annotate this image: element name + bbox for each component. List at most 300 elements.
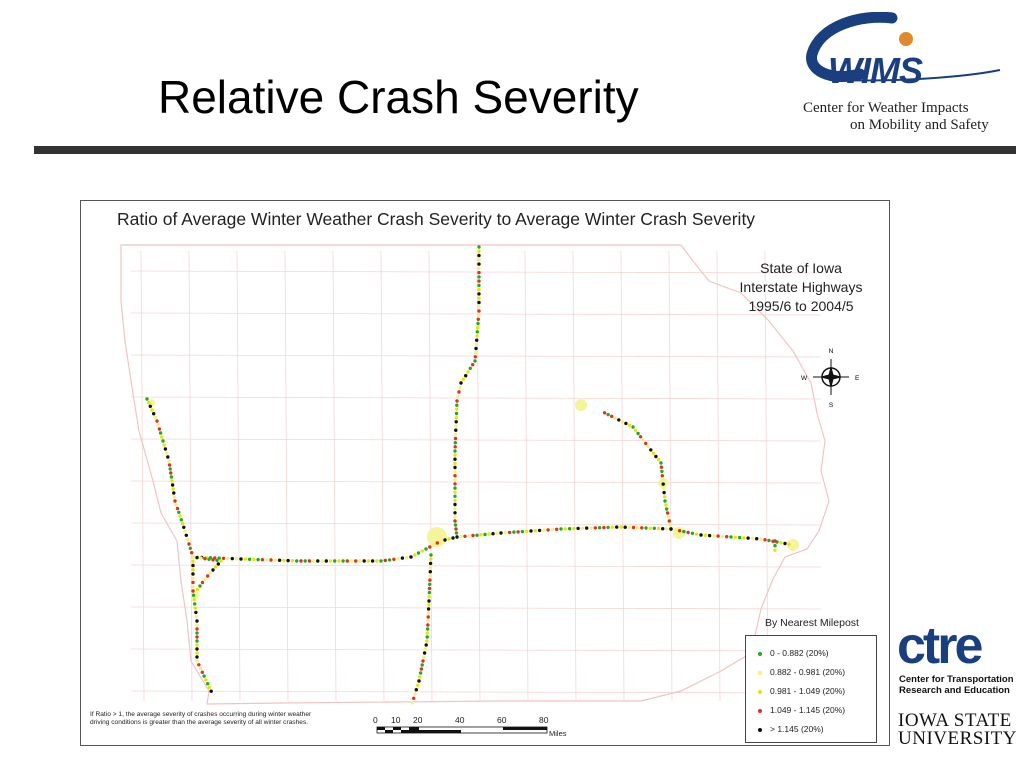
- milepost-dot: [466, 370, 469, 373]
- milepost-dot: [180, 518, 183, 521]
- milepost-dot: [555, 528, 558, 531]
- milepost-dot: [454, 429, 457, 432]
- milepost-dot: [172, 487, 175, 490]
- milepost-dot: [471, 363, 474, 366]
- milepost-dot: [447, 537, 450, 540]
- milepost-dot: [175, 503, 178, 506]
- milepost-dot: [426, 619, 429, 622]
- milepost-dot: [632, 526, 635, 529]
- milepost-dot: [471, 534, 474, 537]
- scale-bar: [377, 727, 547, 733]
- milepost-dot: [652, 452, 655, 455]
- county-boundary: [237, 251, 240, 701]
- milepost-dot: [248, 558, 251, 561]
- milepost-dot: [787, 543, 790, 546]
- milepost-dot: [195, 639, 198, 642]
- milepost-dot: [516, 530, 519, 533]
- milepost-dot: [668, 519, 671, 522]
- milepost-dot: [199, 667, 202, 670]
- milepost-dot: [424, 547, 427, 550]
- milepost-dot: [459, 381, 462, 384]
- milepost-dot: [320, 559, 323, 562]
- milepost-dot: [459, 535, 462, 538]
- milepost-dot: [388, 558, 391, 561]
- milepost-dot: [210, 690, 213, 693]
- slide-title: Relative Crash Severity: [158, 71, 639, 123]
- milepost-dot: [610, 415, 613, 418]
- milepost-dot: [477, 284, 480, 287]
- milepost-dot: [429, 566, 432, 569]
- milepost-dot: [157, 423, 160, 426]
- milepost-dot: [169, 467, 172, 470]
- cwims-wordmark: WIMS: [828, 50, 922, 91]
- milepost-dot: [767, 539, 770, 542]
- milepost-dot: [304, 559, 307, 562]
- milepost-dot: [499, 531, 502, 534]
- milepost-dot: [209, 571, 212, 574]
- milepost-dot: [211, 568, 214, 571]
- milepost-dot: [568, 527, 571, 530]
- county-boundary: [131, 649, 821, 651]
- milepost-dot: [363, 559, 366, 562]
- milepost-dot: [615, 525, 618, 528]
- milepost-dot: [415, 688, 418, 691]
- milepost-dot: [428, 583, 431, 586]
- milepost-dot: [429, 553, 432, 556]
- milepost-dot: [235, 557, 238, 560]
- milepost-dot: [477, 267, 480, 270]
- milepost-dot: [379, 559, 382, 562]
- milepost-dot: [462, 378, 465, 381]
- milepost-dot: [417, 679, 420, 682]
- milepost-dot: [170, 479, 173, 482]
- milepost-dot: [657, 527, 660, 530]
- milepost-dot: [647, 445, 650, 448]
- map-title: Ratio of Average Winter Weather Crash Severity to Average Winter Crash Severity: [117, 209, 756, 229]
- milepost-dot: [371, 559, 374, 562]
- milepost-dot: [704, 534, 707, 537]
- milepost-dot: [451, 536, 454, 539]
- county-boundary: [525, 251, 528, 701]
- milepost-dot: [453, 458, 456, 461]
- milepost-dot: [428, 574, 431, 577]
- milepost-dot: [412, 697, 415, 700]
- ctre-subtitle-line1: Center for Transportation: [899, 674, 1014, 685]
- milepost-dot: [564, 527, 567, 530]
- milepost-dot: [475, 339, 478, 342]
- milepost-dot: [265, 558, 268, 561]
- county-boundary: [131, 523, 821, 525]
- milepost-dot: [198, 584, 201, 587]
- milepost-dot: [160, 435, 163, 438]
- milepost-dot: [182, 526, 185, 529]
- milepost-dot: [661, 474, 664, 477]
- scale-unit: Miles: [549, 729, 567, 738]
- milepost-dot: [239, 557, 242, 560]
- milepost-dot: [195, 643, 198, 646]
- milepost-dot: [171, 483, 174, 486]
- milepost-dot: [453, 453, 456, 456]
- milepost-dot: [295, 559, 298, 562]
- milepost-dot: [654, 455, 657, 458]
- milepost-dot: [773, 539, 776, 542]
- milepost-dot: [192, 598, 195, 601]
- milepost-dot: [475, 343, 478, 346]
- legend-item: [758, 724, 824, 738]
- cwims-subtitle-line1: Center for Weather Impacts: [803, 100, 969, 116]
- milepost-dot: [779, 541, 782, 544]
- milepost-dot: [628, 424, 631, 427]
- milepost-dot: [278, 559, 281, 562]
- milepost-dot: [624, 422, 627, 425]
- milepost-dot: [453, 449, 456, 452]
- milepost-dot: [252, 558, 255, 561]
- milepost-dot: [167, 459, 170, 462]
- milepost-dot: [418, 675, 421, 678]
- milepost-dot: [759, 537, 762, 540]
- legend-swatch-red: [758, 709, 762, 713]
- milepost-dot: [695, 532, 698, 535]
- milepost-dot: [191, 572, 194, 575]
- milepost-dot: [649, 448, 652, 451]
- milepost-dot: [456, 395, 459, 398]
- milepost-dot: [428, 578, 431, 581]
- milepost-dot: [256, 558, 259, 561]
- milepost-dot: [455, 408, 458, 411]
- milepost-dot: [538, 529, 541, 532]
- milepost-dot: [346, 559, 349, 562]
- milepost-dot: [662, 491, 665, 494]
- milepost-dot: [166, 455, 169, 458]
- milepost-dot: [751, 537, 754, 540]
- ctre-subtitle: [899, 674, 1014, 696]
- milepost-dot: [429, 562, 432, 565]
- milepost-dot: [653, 527, 656, 530]
- milepost-dot: [194, 606, 197, 609]
- milepost-dot: [477, 275, 480, 278]
- milepost-dot: [665, 507, 668, 510]
- county-boundary: [131, 397, 821, 399]
- milepost-dot: [183, 529, 186, 532]
- milepost-dot: [477, 262, 480, 265]
- milepost-dot: [261, 558, 264, 561]
- milepost-dot: [746, 536, 749, 539]
- county-boundary: [131, 691, 821, 693]
- milepost-dot: [454, 437, 457, 440]
- milepost-dot: [337, 559, 340, 562]
- milepost-dot: [624, 526, 627, 529]
- milepost-dot: [145, 397, 148, 400]
- legend-item: [758, 648, 829, 662]
- milepost-dot: [191, 560, 194, 563]
- milepost-dot: [606, 413, 609, 416]
- milepost-dot: [666, 511, 669, 514]
- milepost-dot: [282, 559, 285, 562]
- milepost-dot: [678, 529, 681, 532]
- milepost-dot: [204, 678, 207, 681]
- milepost-dot: [594, 526, 597, 529]
- milepost-dot: [455, 531, 458, 534]
- milepost-dot: [682, 530, 685, 533]
- milepost-dot: [660, 466, 663, 469]
- milepost-dot: [185, 534, 188, 537]
- county-boundary: [189, 251, 192, 701]
- milepost-dot: [477, 318, 480, 321]
- milepost-dot: [664, 503, 667, 506]
- milepost-dot: [416, 684, 419, 687]
- milepost-dot: [479, 533, 482, 536]
- legend-title: By Nearest Milepost: [765, 617, 859, 629]
- milepost-dot: [454, 441, 457, 444]
- county-boundary: [131, 481, 821, 483]
- milepost-dot: [425, 639, 428, 642]
- milepost-dot: [329, 559, 332, 562]
- milepost-dot: [668, 523, 671, 526]
- milepost-dot: [512, 530, 515, 533]
- milepost-dot: [606, 526, 609, 529]
- milepost-dot: [464, 374, 467, 377]
- milepost-dot: [215, 559, 218, 562]
- milepost-dot: [178, 514, 181, 517]
- milepost-dot: [763, 538, 766, 541]
- header-divider: [34, 146, 1016, 154]
- milepost-dot: [649, 527, 652, 530]
- milepost-dot: [454, 523, 457, 526]
- milepost-dot: [206, 574, 209, 577]
- county-boundary: [333, 251, 336, 701]
- milepost-dot: [477, 301, 480, 304]
- scale-tick-label: 40: [455, 715, 465, 725]
- legend-swatch-green: [758, 652, 762, 656]
- milepost-dot: [642, 438, 645, 441]
- milepost-dot: [463, 535, 466, 538]
- milepost-dot: [201, 581, 204, 584]
- milepost-dot: [155, 419, 158, 422]
- milepost-dot: [454, 433, 457, 436]
- milepost-dot: [191, 555, 194, 558]
- milepost-dot: [219, 559, 222, 562]
- milepost-dot: [667, 515, 670, 518]
- milepost-dot: [308, 559, 311, 562]
- legend-label: 0 - 0.882 (20%): [770, 648, 829, 658]
- milepost-dot: [439, 539, 442, 542]
- milepost-dot: [168, 463, 171, 466]
- county-boundary: [669, 251, 672, 701]
- milepost-dot: [199, 556, 202, 559]
- milepost-dot: [159, 431, 162, 434]
- milepost-dot: [546, 528, 549, 531]
- milepost-dot: [196, 588, 199, 591]
- milepost-dot: [589, 526, 592, 529]
- milepost-dot: [154, 416, 157, 419]
- milepost-dot: [477, 254, 480, 257]
- milepost-dot: [631, 425, 634, 428]
- milepost-dot: [521, 530, 524, 533]
- county-boundary: [429, 251, 432, 701]
- milepost-dot: [173, 499, 176, 502]
- milepost-dot: [428, 587, 431, 590]
- milepost-dot: [195, 647, 198, 650]
- milepost-dot: [477, 297, 480, 300]
- milepost-dot: [477, 305, 480, 308]
- county-boundary: [621, 251, 624, 701]
- milepost-dot: [453, 495, 456, 498]
- legend-label: > 1.145 (20%): [770, 724, 824, 734]
- map-figure: [80, 200, 890, 746]
- milepost-dot: [413, 553, 416, 556]
- milepost-dot: [453, 462, 456, 465]
- milepost-dot: [150, 408, 153, 411]
- milepost-dot: [186, 538, 189, 541]
- milepost-dot: [422, 655, 425, 658]
- milepost-dot: [427, 599, 430, 602]
- county-boundary: [141, 251, 144, 701]
- milepost-dot: [477, 292, 480, 295]
- milepost-dot: [659, 461, 662, 464]
- milepost-dot: [195, 627, 198, 630]
- milepost-dot: [158, 427, 161, 430]
- milepost-dot: [477, 250, 480, 253]
- county-boundary: [573, 251, 576, 701]
- milepost-dot: [662, 487, 665, 490]
- milepost-dot: [291, 559, 294, 562]
- milepost-dot: [181, 522, 184, 525]
- milepost-dot: [559, 527, 562, 530]
- milepost-dot: [639, 435, 642, 438]
- milepost-dot: [477, 245, 480, 248]
- milepost-dot: [392, 558, 395, 561]
- milepost-dot: [207, 558, 210, 561]
- milepost-dot: [190, 551, 193, 554]
- milepost-dot: [576, 527, 579, 530]
- milepost-dot: [636, 526, 639, 529]
- isu-logo: [898, 712, 1017, 748]
- milepost-dot: [581, 527, 584, 530]
- milepost-dot: [534, 529, 537, 532]
- milepost-dot: [173, 495, 176, 498]
- milepost-dot: [206, 682, 209, 685]
- milepost-dot: [432, 543, 435, 546]
- scale-tick-label: 10: [391, 715, 401, 725]
- milepost-dot: [455, 416, 458, 419]
- isu-logo-line2: UNIVERSITY: [898, 728, 1017, 749]
- milepost-dot: [611, 526, 614, 529]
- milepost-dot: [202, 674, 205, 677]
- milepost-dot: [453, 478, 456, 481]
- milepost-dot: [661, 527, 664, 530]
- milepost-dot: [429, 570, 432, 573]
- milepost-dot: [427, 611, 430, 614]
- milepost-dot: [716, 534, 719, 537]
- milepost-dot: [457, 390, 460, 393]
- milepost-dot: [614, 416, 617, 419]
- county-boundary: [131, 607, 821, 609]
- ctre-subtitle-line2: Research and Education: [899, 685, 1010, 696]
- milepost-dot: [477, 314, 480, 317]
- milepost-dot: [191, 585, 194, 588]
- milepost-dot: [636, 432, 639, 435]
- milepost-dot: [177, 511, 180, 514]
- milepost-dot: [197, 663, 200, 666]
- milepost-dot: [644, 526, 647, 529]
- milepost-dot: [453, 470, 456, 473]
- milepost-dot: [640, 526, 643, 529]
- milepost-dot: [193, 602, 196, 605]
- legend-label: 0.981 - 1.049 (20%): [770, 686, 846, 696]
- milepost-dot: [483, 533, 486, 536]
- milepost-dot: [686, 531, 689, 534]
- milepost-dot: [172, 491, 175, 494]
- milepost-dot: [354, 559, 357, 562]
- milepost-dot: [191, 589, 194, 592]
- milepost-dot: [662, 482, 665, 485]
- milepost-dot: [214, 565, 217, 568]
- milepost-dot: [428, 591, 431, 594]
- milepost-dot: [195, 615, 198, 618]
- milepost-dot: [453, 474, 456, 477]
- milepost-dot: [191, 581, 194, 584]
- milepost-dot: [191, 577, 194, 580]
- compass-n: N: [828, 348, 834, 355]
- compass-w: W: [801, 375, 808, 382]
- milepost-dot: [375, 559, 378, 562]
- ctre-logo: [897, 617, 1017, 702]
- milepost-dot: [299, 559, 302, 562]
- milepost-dot: [426, 627, 429, 630]
- milepost-dot: [161, 439, 164, 442]
- milepost-dot: [504, 531, 507, 534]
- milepost-dot: [602, 526, 605, 529]
- milepost-dot: [195, 635, 198, 638]
- milepost-dot: [773, 549, 776, 552]
- scale-tick-label: 80: [539, 715, 549, 725]
- milepost-dot: [423, 651, 426, 654]
- milepost-dot: [170, 475, 173, 478]
- milepost-dot: [458, 386, 461, 389]
- milepost-dot: [333, 559, 336, 562]
- milepost-dot: [286, 559, 289, 562]
- milepost-dot: [665, 527, 668, 530]
- milepost-dot: [231, 557, 234, 560]
- milepost-dot: [149, 405, 152, 408]
- cwims-logo: [800, 12, 1010, 140]
- milepost-dot: [621, 420, 624, 423]
- milepost-dot: [152, 412, 155, 415]
- milepost-dot: [475, 334, 478, 337]
- milepost-dot: [475, 534, 478, 537]
- milepost-dot: [454, 424, 457, 427]
- milepost-dot: [634, 429, 637, 432]
- milepost-dot: [525, 530, 528, 533]
- milepost-dot: [195, 556, 198, 559]
- milepost-dot: [454, 527, 457, 530]
- milepost-dot: [195, 659, 198, 662]
- milepost-dot: [341, 559, 344, 562]
- scale-tick-label: 20: [413, 715, 423, 725]
- milepost-dot: [187, 542, 190, 545]
- milepost-dot: [427, 615, 430, 618]
- milepost-dot: [453, 515, 456, 518]
- map-footnote: If Ratio > 1, the average severity of crashes occurring during winter weather driving conditions is greater than the average severity of all winter crashes.: [90, 711, 312, 727]
- milepost-dot: [712, 534, 715, 537]
- milepost-dot: [195, 619, 198, 622]
- milepost-dot: [617, 418, 620, 421]
- milepost-dot: [572, 527, 575, 530]
- milepost-dot: [163, 443, 166, 446]
- milepost-dot: [476, 330, 479, 333]
- milepost-dot: [474, 351, 477, 354]
- milepost-dot: [669, 527, 672, 530]
